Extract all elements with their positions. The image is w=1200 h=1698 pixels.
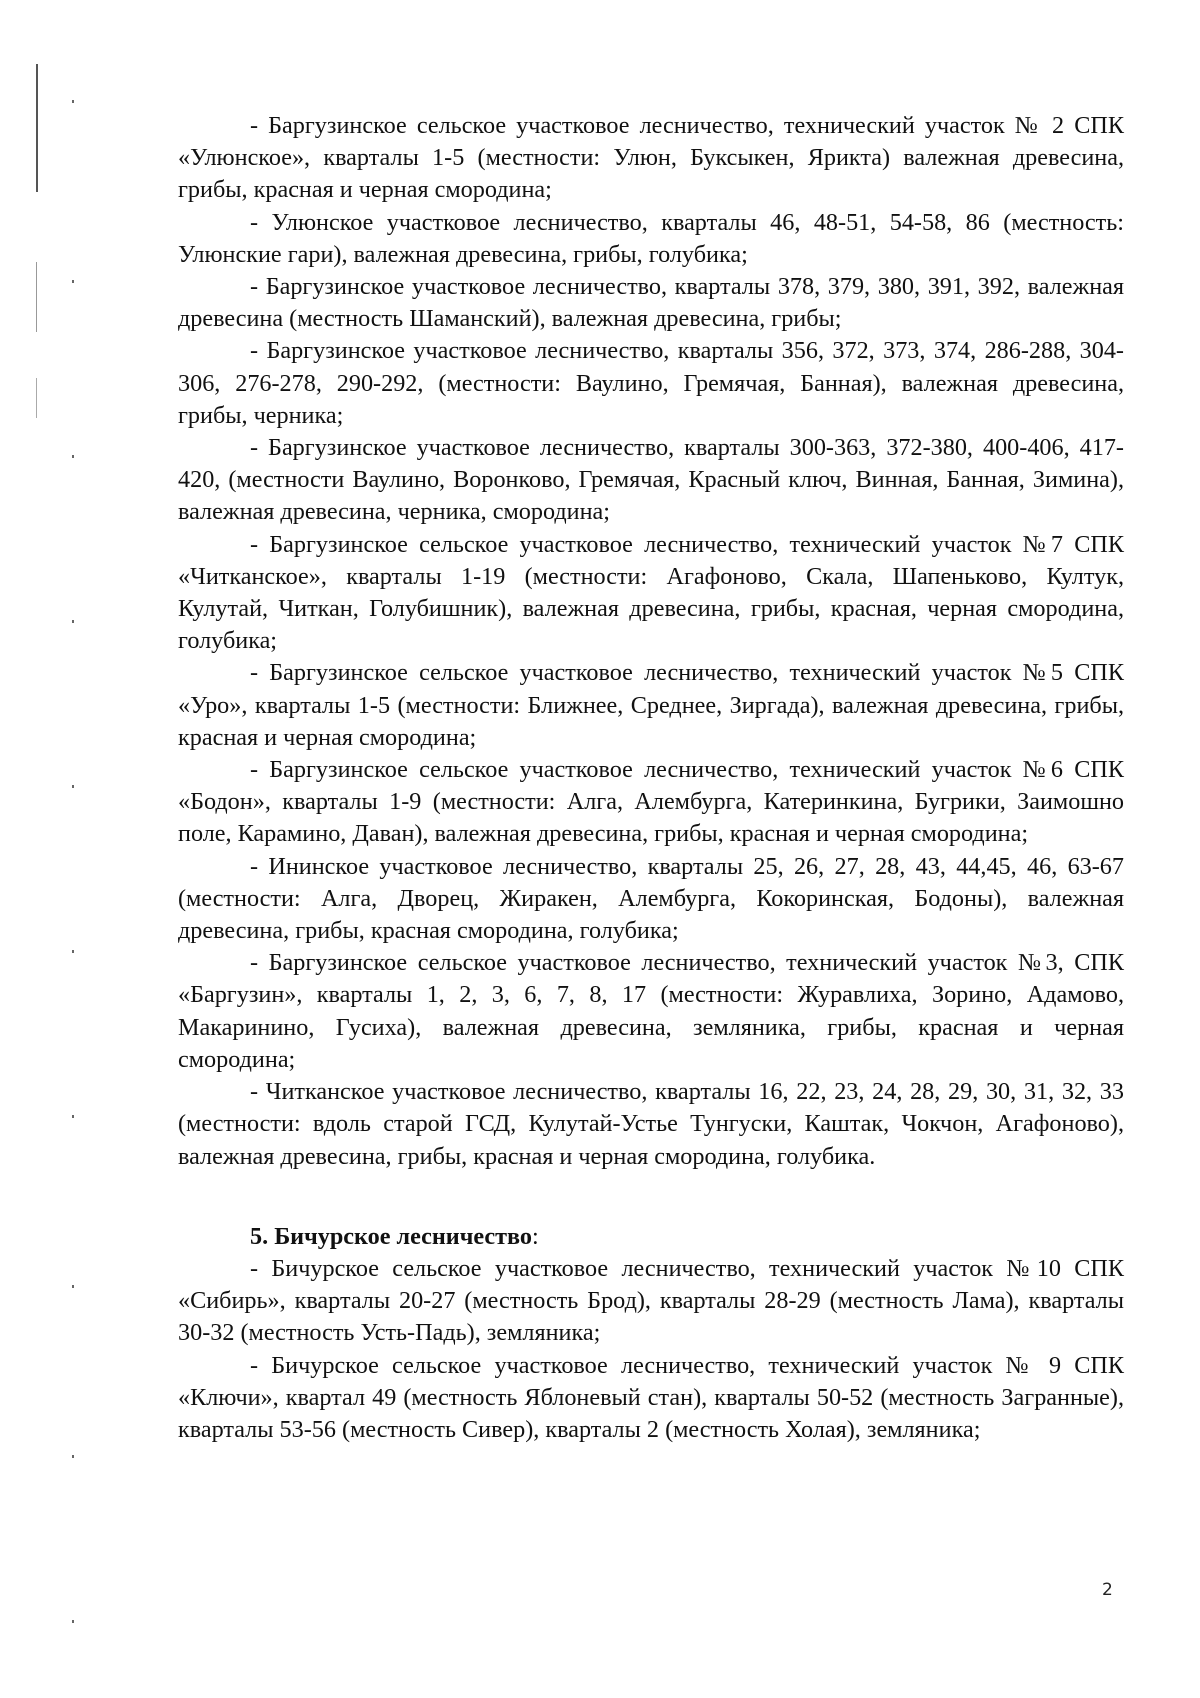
section-heading bbox=[178, 1221, 1124, 1253]
scan-speck bbox=[72, 280, 74, 283]
paragraph: - Баргузинское участковое лесничество, кварталы 300-363, 372-380, 400-406, 417-420, (местности Ваулино, Воронково, Гремячая, Красный ключ, Винная, Банная, Зимина), валежная древесина, черника, смородина; bbox=[178, 434, 1124, 526]
scan-margin-line bbox=[36, 378, 37, 418]
document-body bbox=[178, 110, 1124, 1446]
paragraph: - Баргузинское участковое лесничество, кварталы 378, 379, 380, 391, 392, валежная древесина (местность Шаманский), валежная древесина, грибы; bbox=[178, 273, 1124, 333]
paragraph: - Баргузинское участковое лесничество, кварталы 356, 372, 373, 374, 286-288, 304-306, 276-278, 290-292, (местности: Ваулино, Гремячая, Банная), валежная древесина, грибы, черника; bbox=[178, 337, 1124, 429]
scan-speck bbox=[72, 455, 74, 458]
scan-speck bbox=[72, 950, 74, 953]
scan-speck bbox=[72, 785, 74, 788]
scan-margin-line bbox=[36, 64, 38, 192]
scan-speck bbox=[72, 1455, 74, 1458]
paragraph: - Бичурское сельское участковое лесничество, технический участок № 9 СПК «Ключи», квартал 49 (местность Яблоневый стан), кварталы 50-52 (местность Загранные), кварталы 53-56 (местность Сивер), кварталы 2 (местность Холая), земляника; bbox=[178, 1351, 1124, 1443]
scan-speck bbox=[72, 620, 74, 623]
paragraph: - Баргузинское сельское участковое лесничество, технический участок №5 СПК «Уро», кварталы 1-5 (местности: Ближнее, Среднее, Зиргада), валежная древесина, грибы, красная и черная смородина; bbox=[178, 659, 1124, 751]
paragraph: - Баргузинское сельское участковое лесничество, технический участок №7 СПК «Читканское», кварталы 1-19 (местности: Агафоново, Скала, Шапеньково, Култук, Кулутай, Читкан, Голубишник), валежная древесина, грибы, красная, черная смородина, голубика; bbox=[178, 530, 1124, 655]
scan-speck bbox=[72, 1115, 74, 1118]
paragraph: - Баргузинское сельское участковое лесничество, технический участок № 2 СПК «Улюнское», кварталы 1-5 (местности: Улюн, Буксыкен, Ярикта) валежная древесина, грибы, красная и черная смородина; bbox=[178, 112, 1124, 204]
page-number: 2 bbox=[1102, 1580, 1113, 1600]
scan-margin-line bbox=[36, 262, 37, 332]
paragraph: - Ининское участковое лесничество, кварталы 25, 26, 27, 28, 43, 44,45, 46, 63-67 (местности: Алга, Дворец, Жиракен, Алембурга, Кокоринская, Бодоны), валежная древесина, грибы, красная смородина, голубика; bbox=[178, 852, 1124, 945]
scan-speck bbox=[72, 100, 74, 103]
section-heading-text: 5. Бичурское лесничество bbox=[250, 1222, 533, 1250]
scan-speck bbox=[72, 1620, 74, 1623]
scan-speck bbox=[72, 1285, 74, 1288]
paragraph: - Улюнское участковое лесничество, кварталы 46, 48-51, 54-58, 86 (местность: Улюнские гари), валежная древесина, грибы, голубика; bbox=[178, 208, 1124, 268]
paragraph: - Баргузинское сельское участковое лесничество, технический участок №3, СПК «Баргузин», кварталы 1, 2, 3, 6, 7, 8, 17 (местности: Журавлиха, Зорино, Адамово, Макаринино, Гусиха), валежная древесина, земляника, грибы, красная и черная смородина; bbox=[178, 949, 1124, 1073]
paragraph: - Баргузинское сельское участковое лесничество, технический участок №6 СПК «Бодон», кварталы 1-9 (местности: Алга, Алембурга, Катеринкина, Бугрики, Заимошно поле, Карамино, Даван), валежная древесина, грибы, красная и черная смородина; bbox=[178, 756, 1124, 848]
paragraph: - Бичурское сельское участковое лесничество, технический участок №10 СПК «Сибирь», кварталы 20-27 (местность Брод), кварталы 28-29 (местность Лама), кварталы 30-32 (местность Усть-Падь), земляника; bbox=[178, 1254, 1124, 1347]
section-heading-colon: : bbox=[532, 1222, 539, 1250]
paragraph: - Читканское участковое лесничество, кварталы 16, 22, 23, 24, 28, 29, 30, 31, 32, 33 (местности: вдоль старой ГСД, Кулутай-Устье Тунгуски, Каштак, Чокчон, Агафоново), валежная древесина, грибы, красная и черная смородина, голубика. bbox=[178, 1078, 1124, 1170]
